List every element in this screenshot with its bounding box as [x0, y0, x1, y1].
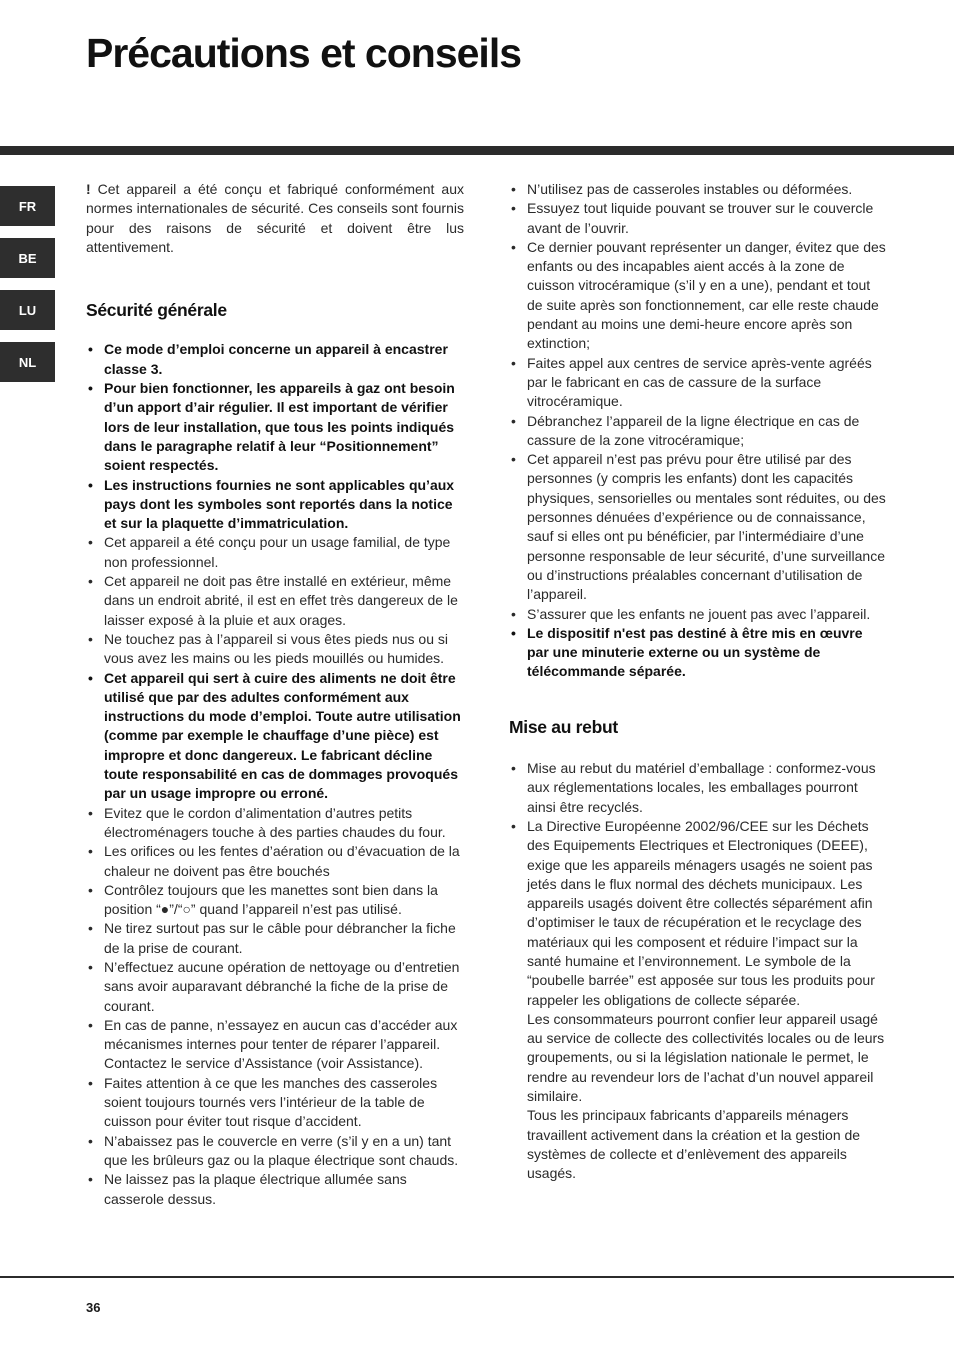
language-tab-nl[interactable]: NL	[0, 342, 55, 382]
list-item: • N’utilisez pas de casseroles instables ou déformées.	[509, 180, 887, 199]
list-item	[509, 759, 887, 817]
list-item	[509, 817, 887, 1184]
list-item: • En cas de panne, n’essayez en aucun cas d’accéder aux mécanismes internes pour tenter de réparer l’appareil. Contactez le service d’Assistance (voir Assistance).	[86, 1016, 464, 1074]
language-tabs	[0, 186, 55, 394]
safety-list-continued	[509, 180, 887, 682]
footer-rule	[0, 1276, 954, 1278]
section-heading-rebut: Mise au rebut	[509, 716, 618, 737]
list-item: • Les instructions fournies ne sont applicables qu’aux pays dont les symboles sont reportés dans la notice et sur la plaquette d’immatriculation.	[86, 476, 464, 534]
list-item-paragraph: Tous les principaux fabricants d’appareils ménagers travaillent activement dans la création et la gestion de systèmes de collecte et d’enlèvement des appareils usagés.	[527, 1107, 861, 1182]
list-item: • Cet appareil n’est pas prévu pour être utilisé par des personnes (y compris les enfants) dont les capacités physiques, sensorielles ou mentales sont réduites, ou des personnes dénuées d’expérience ou de connaissance, sauf si elles ont pu bénéficier, par l’intermédiaire d’une personne responsable de leur sécurité, d’une surveillance ou d’instructions préalables concernant d’utilisation de l’appareil.	[509, 450, 887, 604]
list-item: • Evitez que le cordon d’alimentation d’autres petits électroménagers touche à des parties chaudes du four.	[86, 804, 464, 843]
list-item: • S’assurer que les enfants ne jouent pas avec l’appareil.	[509, 605, 887, 624]
list-item: • Le dispositif n'est pas destiné à être mis en œuvre par une minuterie externe ou un système de télécommande séparée.	[509, 624, 887, 682]
list-item: • Faites attention à ce que les manches des casseroles soient toujours tournés vers l’intérieur de la table de cuisson pour éviter tout risque d’accident.	[86, 1074, 464, 1132]
list-item: • Contrôlez toujours que les manettes sont bien dans la position “●”/“○” quand l’appareil n’est pas utilisé.	[86, 881, 464, 920]
page-title: Précautions et conseils	[86, 30, 522, 76]
warning-mark: !	[86, 181, 91, 197]
list-item: • Cet appareil a été conçu pour un usage familial, de type non professionnel.	[86, 533, 464, 572]
header-rule	[0, 146, 954, 155]
list-item: • N’effectuez aucune opération de nettoyage ou d’entretien sans avoir auparavant débranché la fiche de la prise de courant.	[86, 958, 464, 1016]
list-item: • N’abaissez pas le couvercle en verre (s’il y en a un) tant que les brûleurs gaz ou la plaque électrique sont chauds.	[86, 1132, 464, 1171]
list-item-paragraph: • La Directive Européenne 2002/96/CEE sur les Déchets des Equipements Electriques et Electroniques (DEEE), exige que les appareils ménagers usagés ne soient pas jetés dans le flux normal des déchets municipaux. Les appareils usagés doivent être collectés séparément afin d’optimiser le taux de récupération et le recyclage des matériaux qui les composent et réduire l’impact sur la santé humaine et l’environnement. Le symbole de la “poubelle barrée” est apposée sur tous les produits pour rappeler les obligations de collecte séparée.	[527, 817, 875, 1008]
list-item: • Les orifices ou les fentes d’aération ou d’évacuation de la chaleur ne doivent pas être bouchés	[86, 842, 464, 881]
language-tab-fr[interactable]: FR	[0, 186, 55, 226]
intro-paragraph	[86, 180, 464, 257]
list-item: • Pour bien fonctionner, les appareils à gaz ont besoin d’un apport d’air régulier. Il est important de vérifier lors de leur installation, que tous les points indiqués dans le paragraphe relatif à leur “Positionnement” soient respectés.	[86, 379, 464, 475]
list-item: • Ne laissez pas la plaque électrique allumée sans casserole dessus.	[86, 1170, 464, 1209]
language-tab-be[interactable]: BE	[0, 238, 55, 278]
list-item: • Ne touchez pas à l’appareil si vous êtes pieds nus ou si vous avez les mains ou les pieds mouillés ou humides.	[86, 630, 464, 669]
disposal-list	[509, 759, 887, 1184]
intro-text: Cet appareil a été conçu et fabriqué conformément aux normes internationales de sécurité. Ces conseils sont fournis pour des raisons de sécurité et doivent être lus attentivement.	[86, 181, 464, 255]
list-item: • Débranchez l’appareil de la ligne électrique en cas de cassure de la zone vitrocéramique;	[509, 412, 887, 451]
list-item: • Faites appel aux centres de service après-vente agréés par le fabricant en cas de cassure de la surface vitrocéramique.	[509, 354, 887, 412]
language-tab-lu[interactable]: LU	[0, 290, 55, 330]
left-column	[86, 180, 464, 1209]
list-item-paragraph: Les consommateurs pourront confier leur appareil usagé au service de collecte des collectivités locales ou de leurs groupements, ou si la législation nationale le permet, le rendre au revendeur lors de l’achat d’un nouvel appareil similaire.	[527, 1010, 885, 1105]
list-item: • Ne tirez surtout pas sur le câble pour débrancher la fiche de la prise de courant.	[86, 919, 464, 958]
safety-list	[86, 340, 464, 1208]
page-number: 36	[86, 1300, 101, 1315]
list-item: • Ce dernier pouvant représenter un danger, évitez que des enfants ou des incapables aient accés à la zone de cuisson vitrocéramique (s’il y en a une), pendant et tout de suite après son fonctionnement, car elle reste chaude pendant au moins une demi-heure encore après son extinction;	[509, 238, 887, 354]
section-heading-securite: Sécurité générale	[86, 300, 227, 321]
list-item: • Ce mode d’emploi concerne un appareil à encastrer classe 3.	[86, 340, 464, 379]
right-column	[509, 180, 887, 1184]
list-item: • Cet appareil qui sert à cuire des aliments ne doit être utilisé que par des adultes conformément aux instructions du mode d’emploi. Toute autre utilisation (comme par exemple le chauffage d’une pièce) est impropre et donc dangereux. Le fabricant décline toute responsabilité en cas de dommages provoqués par un usage impropre ou erroné.	[86, 669, 464, 804]
list-item: • Essuyez tout liquide pouvant se trouver sur le couvercle avant de l’ouvrir.	[509, 199, 887, 238]
list-item: • Cet appareil ne doit pas être installé en extérieur, même dans un endroit abrité, il est en effet très dangereux de le laisser exposé à la pluie et aux orages.	[86, 572, 464, 630]
list-item-paragraph: • Mise au rebut du matériel d’emballage : conformez-vous aux réglementations locales, les emballages pourront ainsi être recyclés.	[527, 760, 876, 815]
